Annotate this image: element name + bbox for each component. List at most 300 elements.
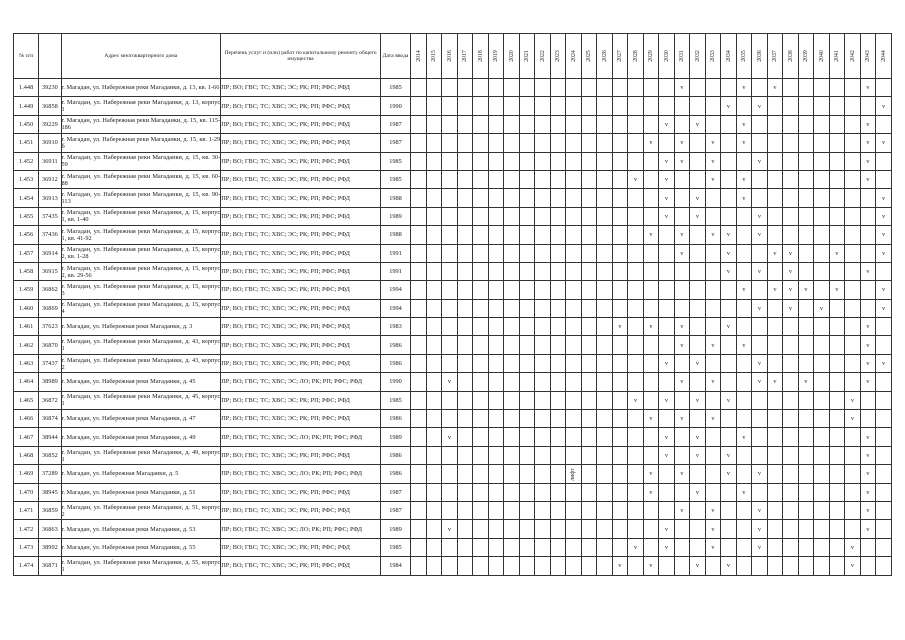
year-cell-2041 <box>829 391 845 409</box>
checkmark-v: v <box>742 120 746 128</box>
row-year-built: 1983 <box>380 318 410 336</box>
year-cell-2030 <box>659 446 675 464</box>
year-cell-2031 <box>674 483 690 501</box>
header-year-label: 2021 <box>523 50 530 62</box>
checkmark-v: v <box>757 231 762 239</box>
year-cell-2022 <box>535 299 551 317</box>
checkmark-v: v <box>664 396 669 404</box>
row-year-built: 1986 <box>380 410 410 428</box>
year-cell-2015 <box>426 281 442 299</box>
row-works: ПР; ВО; ГВС; ТС; ХВС; ЭС; РК; РП; РФС; РФД <box>221 299 381 317</box>
checkmark-v: v <box>850 396 855 404</box>
year-cell-2036 <box>752 244 768 262</box>
year-cell-2020 <box>504 538 520 556</box>
header-year-2037 <box>767 34 783 79</box>
year-cell-2042 <box>845 97 861 115</box>
header-year-2017 <box>457 34 473 79</box>
year-cell-2020 <box>504 354 520 372</box>
row-number: 1.449 <box>14 97 39 115</box>
row-id: 38944 <box>39 428 61 446</box>
year-cell-2015 <box>426 465 442 483</box>
year-cell-2020 <box>504 501 520 519</box>
header-year-label: 2037 <box>771 50 778 62</box>
year-cell-2026 <box>597 520 613 538</box>
checkmark-v: v <box>664 157 669 165</box>
checkmark-v: v <box>680 231 684 239</box>
checkmark-v: v <box>757 268 762 276</box>
year-cell-2020 <box>504 410 520 428</box>
year-cell-2026 <box>597 373 613 391</box>
table-row <box>14 299 892 317</box>
year-cell-2026 <box>597 207 613 225</box>
year-cell-2032 <box>690 318 706 336</box>
year-cell-2015 <box>426 373 442 391</box>
year-cell-2033 <box>705 189 721 207</box>
year-cell-2037 <box>767 428 783 446</box>
year-cell-2016 <box>442 336 458 354</box>
year-cell-2027 <box>612 262 628 280</box>
header-year-2028 <box>628 34 644 79</box>
year-cell-2016 <box>442 373 458 391</box>
table-row <box>14 446 892 464</box>
year-cell-2026 <box>597 281 613 299</box>
year-cell-2025 <box>581 465 597 483</box>
year-cell-2019 <box>488 115 504 133</box>
year-cell-2039 <box>798 226 814 244</box>
year-cell-2023 <box>550 152 566 170</box>
row-works: ПР; ВО; ГВС; ТС; ХВС; ЭС; РК; РП; РФС; РФД <box>221 281 381 299</box>
row-address: г. Магадан, ул. Набережная реки Магаданки, д. 13, кв. 1-66 <box>61 79 221 97</box>
year-cell-2034 <box>721 318 737 336</box>
year-cell-2038 <box>783 465 799 483</box>
year-cell-2018 <box>473 428 489 446</box>
year-cell-2021 <box>519 189 535 207</box>
checkmark-v: v <box>664 543 669 551</box>
year-cell-2036 <box>752 299 768 317</box>
year-cell-2023 <box>550 428 566 446</box>
year-cell-2034 <box>721 373 737 391</box>
year-cell-2035 <box>736 391 752 409</box>
checkmark-v: v <box>726 470 731 478</box>
checkmark-v: v <box>695 433 700 441</box>
year-cell-2017 <box>457 391 473 409</box>
year-cell-2024 <box>566 170 582 188</box>
table-row <box>14 170 892 188</box>
table-row <box>14 557 892 575</box>
year-cell-2028 <box>628 115 644 133</box>
year-cell-2042 <box>845 244 861 262</box>
year-cell-2033 <box>705 207 721 225</box>
year-cell-2030 <box>659 483 675 501</box>
year-cell-2040 <box>814 115 830 133</box>
year-cell-2042 <box>845 391 861 409</box>
year-cell-2035 <box>736 410 752 428</box>
year-cell-2041 <box>829 501 845 519</box>
checkmark-v: v <box>866 507 870 515</box>
year-cell-2021 <box>519 373 535 391</box>
checkmark-v: v <box>711 378 715 386</box>
year-cell-2033 <box>705 152 721 170</box>
year-cell-2032 <box>690 152 706 170</box>
checkmark-v: v <box>726 323 731 331</box>
header-year-label: 2044 <box>880 50 887 62</box>
checkmark-v: v <box>850 415 855 423</box>
year-cell-2016 <box>442 152 458 170</box>
header-year-label: 2036 <box>756 50 763 62</box>
row-works: ПР; ВО; ГВС; ТС; ХВС; ЭС; РК; РП; РФС; РФД <box>221 134 381 152</box>
header-number: № п/п <box>14 34 39 79</box>
checkmark-v: v <box>757 470 762 478</box>
year-cell-2037 <box>767 299 783 317</box>
year-cell-2036 <box>752 79 768 97</box>
year-cell-2043 <box>860 189 876 207</box>
year-cell-2015 <box>426 299 442 317</box>
row-year-built: 1991 <box>380 262 410 280</box>
year-cell-2020 <box>504 520 520 538</box>
year-cell-2031 <box>674 520 690 538</box>
year-cell-2019 <box>488 318 504 336</box>
year-cell-2016 <box>442 281 458 299</box>
year-cell-2030 <box>659 115 675 133</box>
year-cell-2031 <box>674 189 690 207</box>
year-cell-2022 <box>535 520 551 538</box>
year-cell-2044 <box>876 446 892 464</box>
checkmark-v: v <box>695 562 700 570</box>
year-cell-2028 <box>628 189 644 207</box>
year-cell-2029 <box>643 446 659 464</box>
year-cell-2034 <box>721 299 737 317</box>
row-year-built: 1986 <box>380 354 410 372</box>
year-cell-2034 <box>721 501 737 519</box>
year-cell-2040 <box>814 152 830 170</box>
year-cell-2034 <box>721 354 737 372</box>
row-works: ПР; ВО; ГВС; ТС; ХВС; ЭС; РК; РП; РФС; РФД <box>221 483 381 501</box>
year-cell-2030 <box>659 557 675 575</box>
year-cell-2037 <box>767 244 783 262</box>
year-cell-2038 <box>783 538 799 556</box>
year-cell-2040 <box>814 410 830 428</box>
year-cell-2016 <box>442 318 458 336</box>
year-cell-2024 <box>566 501 582 519</box>
row-id: 39229 <box>39 115 61 133</box>
year-cell-2039 <box>798 428 814 446</box>
year-cell-2044 <box>876 373 892 391</box>
row-address: г. Магадан, ул. Набережная Магаданки, д. 5 <box>61 465 221 483</box>
year-cell-2023 <box>550 115 566 133</box>
header-year-label: 2038 <box>787 50 794 62</box>
year-cell-2032 <box>690 410 706 428</box>
year-cell-2027 <box>612 336 628 354</box>
year-cell-2041 <box>829 410 845 428</box>
year-cell-2018 <box>473 318 489 336</box>
year-cell-2031 <box>674 226 690 244</box>
year-cell-2015 <box>426 244 442 262</box>
year-cell-2038 <box>783 318 799 336</box>
year-cell-2021 <box>519 336 535 354</box>
row-id: 36912 <box>39 170 61 188</box>
year-cell-2028 <box>628 318 644 336</box>
row-id: 37435 <box>39 207 61 225</box>
year-cell-2035 <box>736 115 752 133</box>
row-number: 1.454 <box>14 189 39 207</box>
year-cell-2020 <box>504 373 520 391</box>
year-cell-2027 <box>612 391 628 409</box>
year-cell-2032 <box>690 115 706 133</box>
year-cell-2027 <box>612 79 628 97</box>
year-cell-2018 <box>473 299 489 317</box>
year-cell-2024 <box>566 299 582 317</box>
year-cell-2029 <box>643 207 659 225</box>
year-cell-2028 <box>628 391 644 409</box>
year-cell-2014 <box>411 373 427 391</box>
year-cell-2014 <box>411 226 427 244</box>
year-cell-2036 <box>752 318 768 336</box>
checkmark-v: v <box>866 84 870 92</box>
year-cell-2030 <box>659 281 675 299</box>
year-cell-2017 <box>457 97 473 115</box>
year-cell-2030 <box>659 318 675 336</box>
year-cell-2041 <box>829 262 845 280</box>
year-cell-2018 <box>473 226 489 244</box>
year-cell-2036 <box>752 189 768 207</box>
year-cell-2031 <box>674 79 690 97</box>
checkmark-v: v <box>866 488 870 496</box>
year-cell-2029 <box>643 152 659 170</box>
year-cell-2030 <box>659 226 675 244</box>
table-row <box>14 410 892 428</box>
checkmark-v: v <box>866 470 870 478</box>
year-cell-2037 <box>767 538 783 556</box>
year-cell-2031 <box>674 97 690 115</box>
checkmark-v: v <box>711 525 715 533</box>
row-id: 39230 <box>39 79 61 97</box>
header-year-label: 2042 <box>849 50 856 62</box>
year-cell-2042 <box>845 501 861 519</box>
year-cell-2018 <box>473 207 489 225</box>
year-cell-2041 <box>829 336 845 354</box>
year-cell-2038 <box>783 483 799 501</box>
year-cell-2023 <box>550 318 566 336</box>
year-cell-2014 <box>411 170 427 188</box>
year-cell-2040 <box>814 428 830 446</box>
row-works: ПР; ВО; ГВС; ТС; ХВС; ЭС; РК; РП; РФС; РФД <box>221 97 381 115</box>
year-cell-2032 <box>690 207 706 225</box>
year-cell-2039 <box>798 262 814 280</box>
year-cell-2043 <box>860 428 876 446</box>
checkmark-v: v <box>866 378 870 386</box>
year-cell-2016 <box>442 410 458 428</box>
year-cell-2032 <box>690 501 706 519</box>
year-cell-2019 <box>488 207 504 225</box>
row-year-built: 1988 <box>380 189 410 207</box>
checkmark-v: v <box>757 102 762 110</box>
year-cell-2031 <box>674 410 690 428</box>
year-cell-2018 <box>473 354 489 372</box>
year-cell-2027 <box>612 465 628 483</box>
year-cell-2031 <box>674 170 690 188</box>
row-number: 1.460 <box>14 299 39 317</box>
year-cell-2033 <box>705 465 721 483</box>
checkmark-v: v <box>866 433 870 441</box>
year-cell-2040 <box>814 134 830 152</box>
header-year-label: 2040 <box>818 50 825 62</box>
year-cell-2042 <box>845 262 861 280</box>
year-cell-2038 <box>783 244 799 262</box>
year-cell-2033 <box>705 391 721 409</box>
checkmark-v: v <box>757 378 762 386</box>
year-cell-2015 <box>426 97 442 115</box>
checkmark-v: v <box>664 452 669 459</box>
year-cell-2031 <box>674 336 690 354</box>
year-cell-2022 <box>535 336 551 354</box>
checkmark-v: v <box>882 194 886 202</box>
year-cell-2033 <box>705 557 721 575</box>
checkmark-v: v <box>866 157 870 165</box>
year-cell-2032 <box>690 538 706 556</box>
year-cell-2034 <box>721 262 737 280</box>
year-cell-2017 <box>457 465 473 483</box>
year-cell-2043 <box>860 373 876 391</box>
table-row <box>14 207 892 225</box>
year-cell-2035 <box>736 483 752 501</box>
year-cell-2042 <box>845 538 861 556</box>
checkmark-v: v <box>649 323 653 331</box>
row-id: 37436 <box>39 226 61 244</box>
year-cell-2014 <box>411 189 427 207</box>
row-number: 1.463 <box>14 354 39 372</box>
year-cell-2023 <box>550 520 566 538</box>
year-cell-2020 <box>504 244 520 262</box>
year-cell-2014 <box>411 281 427 299</box>
year-cell-2019 <box>488 373 504 391</box>
year-cell-2028 <box>628 410 644 428</box>
year-cell-2034 <box>721 410 737 428</box>
year-cell-2031 <box>674 557 690 575</box>
year-cell-2029 <box>643 281 659 299</box>
year-cell-2016 <box>442 299 458 317</box>
year-cell-2040 <box>814 336 830 354</box>
row-id: 36863 <box>39 520 61 538</box>
year-cell-2014 <box>411 538 427 556</box>
year-cell-2043 <box>860 170 876 188</box>
year-cell-2023 <box>550 244 566 262</box>
year-cell-2029 <box>643 134 659 152</box>
row-id: 38989 <box>39 373 61 391</box>
year-cell-2037 <box>767 483 783 501</box>
checkmark-v: v <box>773 286 777 294</box>
row-id: 36874 <box>39 410 61 428</box>
year-cell-2019 <box>488 428 504 446</box>
year-cell-2019 <box>488 483 504 501</box>
year-cell-2042 <box>845 428 861 446</box>
year-cell-2037 <box>767 226 783 244</box>
row-number: 1.468 <box>14 446 39 464</box>
header-year-built: Дата ввода <box>380 34 410 79</box>
year-cell-2033 <box>705 226 721 244</box>
year-cell-2040 <box>814 244 830 262</box>
year-cell-2036 <box>752 97 768 115</box>
year-cell-2017 <box>457 170 473 188</box>
year-cell-2039 <box>798 244 814 262</box>
year-cell-2027 <box>612 299 628 317</box>
row-works: ПР; ВО; ГВС; ТС; ХВС; ЭС; РК; РП; РФС; РФД <box>221 115 381 133</box>
year-cell-2033 <box>705 373 721 391</box>
year-cell-2041 <box>829 115 845 133</box>
year-cell-2023 <box>550 373 566 391</box>
year-cell-2022 <box>535 134 551 152</box>
year-cell-2043 <box>860 483 876 501</box>
checkmark-v: v <box>680 157 684 165</box>
checkmark-v: v <box>866 268 870 276</box>
year-cell-2041 <box>829 281 845 299</box>
checkmark-v: v <box>649 231 653 239</box>
year-cell-2018 <box>473 170 489 188</box>
year-cell-2021 <box>519 318 535 336</box>
year-cell-2016 <box>442 115 458 133</box>
checkmark-v: v <box>711 139 715 147</box>
row-works: ПР; ВО; ГВС; ТС; ХВС; ЭС; РК; РП; РФС; РФД <box>221 557 381 575</box>
year-cell-2018 <box>473 373 489 391</box>
year-cell-2020 <box>504 79 520 97</box>
year-cell-2029 <box>643 226 659 244</box>
year-cell-2015 <box>426 538 442 556</box>
year-cell-2018 <box>473 244 489 262</box>
year-cell-2032 <box>690 428 706 446</box>
year-cell-2029 <box>643 170 659 188</box>
checkmark-v: v <box>680 84 684 92</box>
year-cell-2031 <box>674 465 690 483</box>
row-address: г. Магадан, ул. Набережная реки Магаданки, д. 15, корпус 2, кв. 29-56 <box>61 262 221 280</box>
year-cell-2042 <box>845 152 861 170</box>
checkmark-v: v <box>633 176 638 184</box>
year-cell-2039 <box>798 483 814 501</box>
year-cell-2035 <box>736 226 752 244</box>
year-cell-2037 <box>767 189 783 207</box>
row-number: 1.473 <box>14 538 39 556</box>
year-cell-2040 <box>814 557 830 575</box>
checkmark-v: v <box>447 378 452 386</box>
year-cell-2027 <box>612 134 628 152</box>
checkmark-v: v <box>742 341 746 349</box>
year-cell-2025 <box>581 281 597 299</box>
year-cell-2029 <box>643 410 659 428</box>
checkmark-v: v <box>664 360 669 368</box>
year-cell-2029 <box>643 373 659 391</box>
year-cell-2039 <box>798 410 814 428</box>
year-cell-2044 <box>876 410 892 428</box>
year-cell-2041 <box>829 465 845 483</box>
year-cell-2024 <box>566 446 582 464</box>
year-cell-2026 <box>597 410 613 428</box>
year-cell-2016 <box>442 501 458 519</box>
year-cell-2026 <box>597 501 613 519</box>
year-cell-2020 <box>504 226 520 244</box>
checkmark-v: v <box>711 507 715 515</box>
year-cell-2036 <box>752 134 768 152</box>
row-id: 36915 <box>39 262 61 280</box>
year-cell-2029 <box>643 538 659 556</box>
year-cell-2022 <box>535 189 551 207</box>
year-cell-2022 <box>535 483 551 501</box>
year-cell-2014 <box>411 465 427 483</box>
year-cell-2026 <box>597 262 613 280</box>
year-cell-2041 <box>829 226 845 244</box>
year-cell-2026 <box>597 483 613 501</box>
header-year-label: 2028 <box>632 50 639 62</box>
row-address: г. Магадан, ул. Набережная реки Магаданки, д. 15, корпус 1, кв. 41-92 <box>61 226 221 244</box>
year-cell-2044 <box>876 207 892 225</box>
year-cell-2015 <box>426 428 442 446</box>
